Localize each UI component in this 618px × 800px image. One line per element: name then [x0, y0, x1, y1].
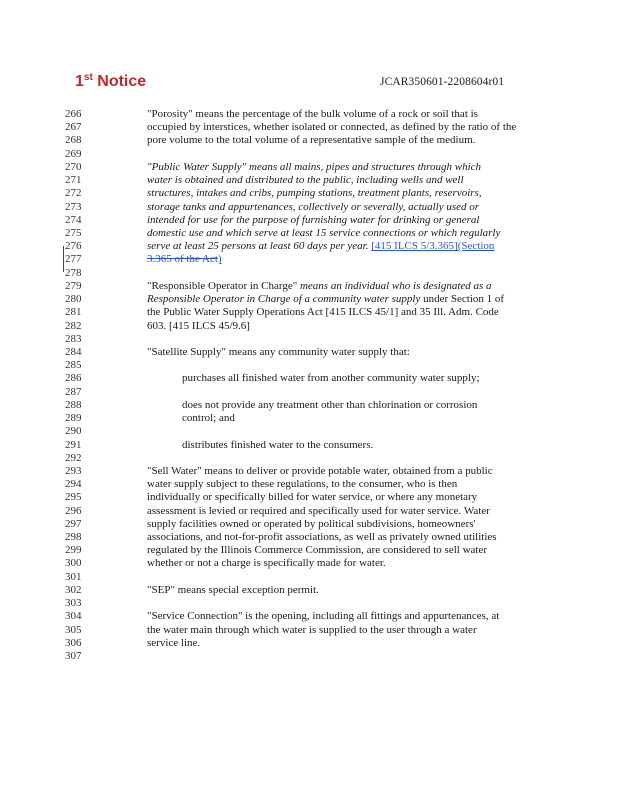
text-line — [147, 531, 547, 544]
text-segment: Responsible Operator in Charge of a community water supply — [147, 293, 421, 306]
text-segment: distributes finished water to the consumers. — [182, 438, 374, 451]
text-segment: service line. — [147, 636, 201, 649]
text-line — [147, 201, 547, 214]
line-number: 294 — [65, 478, 82, 491]
text-segment: "Satellite Supply" means any community water supply that: — [147, 345, 410, 358]
text-line — [147, 637, 547, 650]
text-line — [147, 518, 547, 531]
line-number: 273 — [65, 200, 82, 213]
text-line — [147, 505, 547, 518]
text-line — [182, 372, 582, 385]
text-line — [147, 491, 547, 504]
line-number: 278 — [65, 266, 82, 279]
line-number: 305 — [65, 623, 82, 636]
text-segment: under Section 1 of — [420, 293, 505, 306]
line-number: 290 — [65, 425, 82, 438]
text-line — [147, 478, 547, 491]
text-segment: purchases all finished water from another community water supply; — [182, 372, 480, 385]
text-segment: does not provide any treatment other than chlorination or corrosion — [182, 398, 478, 411]
line-number: 281 — [65, 306, 82, 319]
document-id: JCAR350601-2208604r01 — [380, 76, 505, 88]
text-segment: "Sell Water" means to deliver or provide potable water, obtained from a public — [147, 464, 493, 477]
line-number: 288 — [65, 398, 82, 411]
text-segment: the water main through which water is supplied to the user through a water — [147, 623, 477, 636]
line-number: 275 — [65, 226, 82, 239]
line-number: 297 — [65, 517, 82, 530]
line-number: 282 — [65, 319, 82, 332]
text-line — [147, 174, 547, 187]
line-number: 292 — [65, 451, 82, 464]
line-number: 287 — [65, 385, 82, 398]
text-segment: water is obtained and distributed to the public, including wells and well — [147, 174, 464, 187]
text-line — [182, 439, 582, 452]
text-line — [147, 320, 547, 333]
line-number: 299 — [65, 544, 82, 557]
text-segment: "Public Water Supply" means all mains, pipes and structures through which — [147, 160, 482, 173]
line-number: 295 — [65, 491, 82, 504]
notice-word: Notice — [97, 73, 147, 90]
text-line — [182, 399, 582, 412]
text-segment: pore volume to the total volume of a representative sample of the medium. — [147, 134, 476, 147]
text-line — [147, 108, 547, 121]
statute-link[interactable]: [415 ILCS 5/3.365] — [371, 240, 458, 253]
notice-ordinal: st — [83, 72, 93, 83]
text-segment: structures, intakes and cribs, pumping stations, treatment plants, reservoirs, — [147, 187, 482, 200]
text-segment: control; and — [182, 412, 235, 425]
line-number: 307 — [65, 650, 82, 663]
line-number: 280 — [65, 293, 82, 306]
text-line — [147, 161, 547, 174]
statute-link[interactable]: (Section — [457, 240, 495, 253]
text-segment: occupied by interstices, whether isolated or connected, as defined by the ratio of the — [147, 121, 517, 134]
text-line — [147, 584, 547, 597]
line-number: 289 — [65, 412, 82, 425]
text-segment: domestic use and which serve at least 15 service connections or which regularly — [147, 226, 501, 239]
line-number: 293 — [65, 464, 82, 477]
line-number: 276 — [65, 240, 82, 253]
text-segment: whether or not a charge is specifically made for water. — [147, 557, 386, 570]
line-number: 303 — [65, 597, 82, 610]
text-line — [147, 293, 547, 306]
line-number: 306 — [65, 636, 82, 649]
text-line — [147, 187, 547, 200]
line-number: 271 — [65, 174, 82, 187]
text-line — [147, 544, 547, 557]
line-number: 283 — [65, 332, 82, 345]
line-number: 279 — [65, 279, 82, 292]
text-segment: the Public Water Supply Operations Act [415 ILCS 45/1] and 35 Ill. Adm. Code — [147, 306, 499, 319]
line-number: 286 — [65, 372, 82, 385]
text-segment: "SEP" means special exception permit. — [147, 583, 319, 596]
line-number: 277 — [65, 253, 82, 266]
text-line — [147, 253, 547, 266]
text-line — [147, 134, 547, 147]
text-line — [147, 624, 547, 637]
text-segment: "Service Connection" is the opening, including all fittings and appurtenances, at — [147, 610, 500, 623]
text-segment: "Responsible Operator in Charge" — [147, 279, 300, 292]
text-line — [147, 465, 547, 478]
line-number: 270 — [65, 160, 82, 173]
text-line — [147, 557, 547, 570]
revision-bar — [63, 246, 64, 272]
line-number: 267 — [65, 121, 82, 134]
statute-link[interactable]: ) — [217, 253, 222, 266]
line-number: 304 — [65, 610, 82, 623]
text-segment: means an individual who is designated as a — [299, 279, 492, 292]
text-segment: storage tanks and appurtenances, collectively or severally, actually used or — [147, 200, 480, 213]
text-segment: "Porosity" means the percentage of the bulk volume of a rock or soil that is — [147, 108, 478, 120]
text-segment: serve at least 25 persons at least 60 days per year. — [147, 240, 369, 253]
text-line — [147, 346, 547, 359]
text-line — [147, 240, 547, 253]
text-segment: water supply subject to these regulations, to the consumer, who is then — [147, 478, 458, 491]
line-number: 269 — [65, 147, 82, 160]
text-segment: associations, and not-for-profit associations, as well as privately owned utilities — [147, 531, 497, 544]
text-segment: individually or specifically billed for water service, or where any monetary — [147, 491, 478, 504]
line-number: 301 — [65, 570, 82, 583]
line-number: 300 — [65, 557, 82, 570]
line-number: 291 — [65, 438, 82, 451]
text-line — [147, 610, 547, 623]
line-number: 284 — [65, 345, 82, 358]
notice-number: 1 — [75, 73, 84, 90]
notice-heading — [75, 72, 146, 91]
text-segment: assessment is levied or required and specifically used for water service. Water — [147, 504, 490, 517]
text-segment: intended for use for the purpose of furnishing water for drinking or general — [147, 213, 480, 226]
text-line — [147, 227, 547, 240]
line-number: 298 — [65, 531, 82, 544]
struck-text: 3.365 of the Act — [147, 253, 218, 266]
line-number: 268 — [65, 134, 82, 147]
line-number: 285 — [65, 359, 82, 372]
text-line — [147, 121, 547, 134]
text-line — [147, 280, 547, 293]
text-segment: regulated by the Illinois Commerce Commission, are considered to sell water — [147, 544, 487, 557]
text-line — [147, 306, 547, 319]
line-number: 266 — [65, 108, 82, 120]
line-number: 272 — [65, 187, 82, 200]
text-segment: supply facilities owned or operated by political subdivisions, homeowners' — [147, 517, 476, 530]
text-line — [147, 214, 547, 227]
text-line — [182, 412, 582, 425]
line-number: 296 — [65, 504, 82, 517]
text-segment: 603. [415 ILCS 45/9.6] — [147, 319, 250, 332]
line-number: 302 — [65, 583, 82, 596]
line-number: 274 — [65, 213, 82, 226]
